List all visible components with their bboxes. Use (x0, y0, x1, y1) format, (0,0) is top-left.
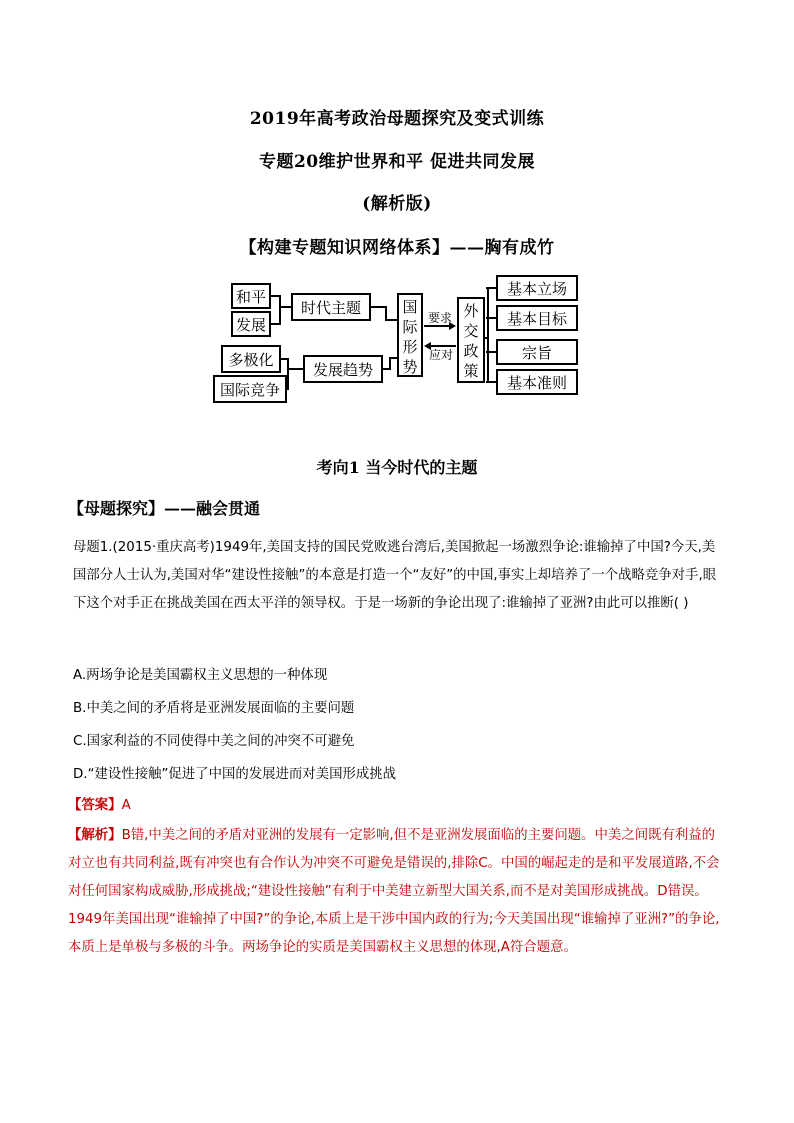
diagram-arrow-up-label: 要求 (427, 311, 453, 325)
diagram-right-4: 基本准则 (506, 374, 568, 392)
analysis-text: B错,中美之间的矛盾对亚洲的发展有一定影响,但不是亚洲发展面临的主要问题。中美之间既有利益的对立也有共同利益,既有冲突也有合作认为冲突不可避免是错误的,排除C。中国的崛起走的是和平发展道路,不会对任何国家构成威胁,形成挑战;“建设性接触”有利于中美建立新型大国关系,而不是对美国形成挑战。D错误。1949年美国出现“谁输掉了中国?”的争论,本质上是干涉中国内政的行为;今天美国出现“谁输掉了亚洲?”的争论,本质上是单极与多极的斗争。两场争论的实质是美国霸权主义思想的体现,A符合题意。 (68, 828, 720, 955)
question-text: 母题1.(2015·重庆高考)1949年,美国支持的国民党败逃台湾后,美国掀起一场激烈争论:谁输掉了中国?今天,美国部分人士认为,美国对华“建设性接触”的本意是打造一个“友好”的中国,事实上却培养了一个战略竞争对手,眼下这个对手正在挑战美国在西太平洋的领导权。于是一场新的争论出现了:谁输掉了亚洲?由此可以推断( ) (73, 540, 717, 611)
diagram-center-label (402, 298, 418, 376)
knowledge-network-diagram (210, 270, 585, 405)
option-a: A.两场争论是美国霸权主义思想的一种体现 (73, 668, 328, 683)
document-title: 2019年高考政治母题探究及变式训练 (249, 109, 545, 129)
analysis-block (68, 822, 728, 962)
answer-label: 【答案】 (68, 798, 122, 813)
edition-label: (解析版) (362, 194, 432, 214)
vcenter-char: 国 (402, 298, 418, 316)
answer-line (68, 794, 131, 813)
diagram-peace-label: 和平 (235, 288, 267, 306)
diagram-competition-label: 国际竞争 (219, 381, 281, 399)
diagram-trend-label: 发展趋势 (312, 361, 374, 379)
section-heading: 考向1 当今时代的主题 (316, 458, 478, 477)
vcenter-char: 形 (402, 338, 418, 356)
diagram-right-3: 宗旨 (521, 344, 553, 362)
mother-question-heading: 【母题探究】——融会贯通 (68, 499, 261, 518)
vpolicy-char: 政 (463, 342, 479, 360)
diagram-multipolar-label: 多极化 (228, 351, 274, 369)
vpolicy-char: 交 (463, 322, 479, 340)
analysis-label: 【解析】 (68, 828, 122, 843)
vpolicy-char: 外 (463, 302, 479, 320)
diagram-theme-label: 时代主题 (300, 299, 362, 317)
diagram-development-label: 发展 (235, 316, 267, 334)
diagram-right-1: 基本立场 (506, 280, 568, 298)
network-title: 【构建专题知识网络体系】——胸有成竹 (239, 238, 555, 258)
diagram-right-2: 基本目标 (506, 310, 568, 328)
option-c: C.国家利益的不同使得中美之间的冲突不可避免 (73, 734, 355, 749)
option-d: D.“建设性接触”促进了中国的发展进而对美国形成挑战 (73, 767, 397, 782)
vcenter-char: 势 (402, 358, 418, 376)
answer-value: A (121, 798, 131, 813)
diagram-arrow-down-label: 应对 (428, 348, 454, 362)
option-b: B.中美之间的矛盾将是亚洲发展面临的主要问题 (73, 701, 355, 716)
document-subtitle: 专题20维护世界和平 促进共同发展 (258, 152, 536, 172)
vcenter-char: 际 (402, 318, 418, 336)
vpolicy-char: 策 (463, 362, 479, 380)
diagram-policy-label (463, 302, 479, 380)
